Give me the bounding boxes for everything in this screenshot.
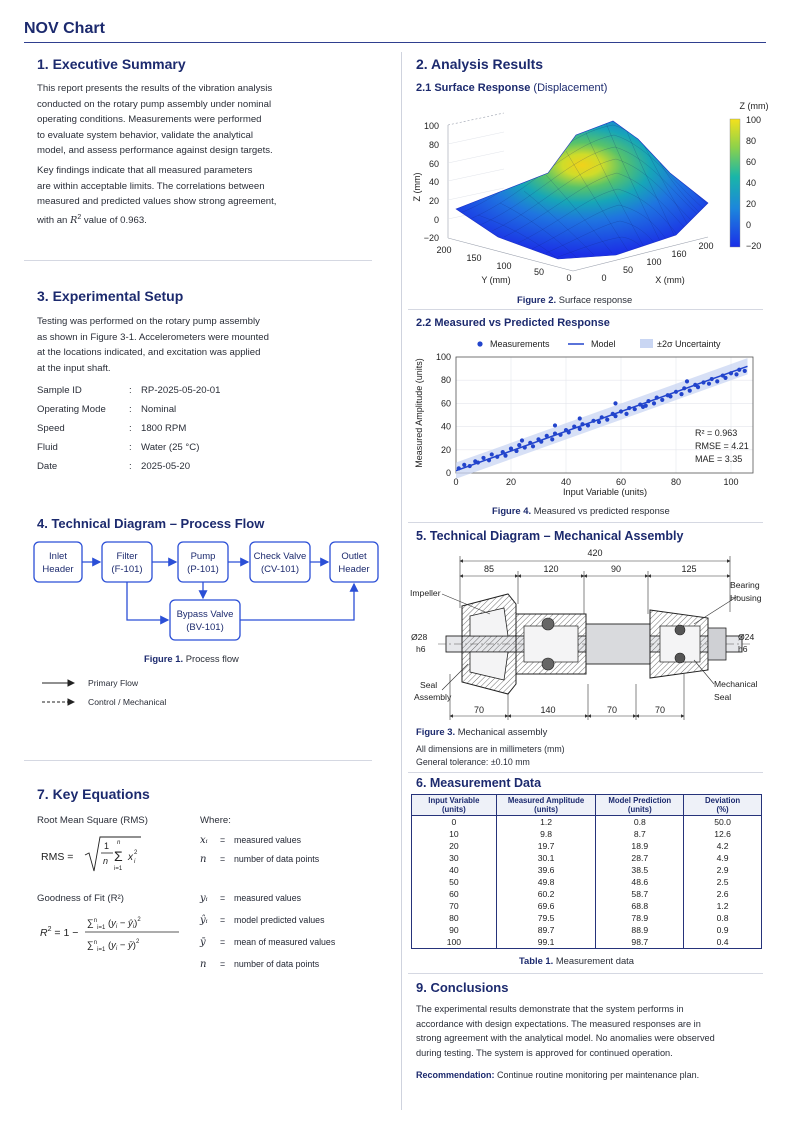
label-right-dia-1: Ø24	[738, 632, 755, 642]
svg-text:0: 0	[566, 273, 572, 283]
node-bypass-label-1: Bypass Valve	[176, 609, 234, 620]
node-check-label-1: Check Valve	[253, 551, 307, 562]
svg-text:i=1: i=1	[114, 866, 123, 872]
col-header: Deviation (%)	[684, 795, 762, 816]
node-check-label-2: (CV-101)	[260, 564, 300, 575]
data-point	[539, 440, 543, 444]
z-axis-label: Z (mm)	[412, 172, 422, 202]
data-point	[550, 437, 554, 441]
rms-equation	[37, 833, 157, 877]
data-point	[514, 449, 518, 453]
data-point	[605, 418, 609, 422]
data-point	[655, 396, 659, 400]
section-1-heading: 1. Executive Summary	[37, 56, 186, 72]
y-tick-label: 100	[435, 352, 451, 362]
data-point	[468, 464, 472, 468]
section-3-heading: 3. Experimental Setup	[37, 288, 184, 304]
table-row: 0 1.2 0.8 50.0	[412, 816, 762, 829]
measurement-table	[411, 794, 762, 949]
section-2-heading: 2. Analysis Results	[416, 56, 544, 72]
data-point	[578, 427, 582, 431]
dim-bottom-d: 70	[654, 705, 666, 715]
data-point	[523, 445, 527, 449]
data-point	[517, 443, 521, 447]
svg-text:n: n	[117, 840, 121, 846]
dim-bottom-b: 140	[540, 705, 556, 715]
data-point	[487, 458, 491, 462]
col-header: Measured Amplitude (units)	[496, 795, 596, 816]
svg-text:80: 80	[746, 136, 757, 146]
table-row: 80 79.5 78.9 0.8	[412, 912, 762, 924]
data-point	[591, 419, 595, 423]
data-point	[715, 379, 719, 383]
column-divider	[401, 52, 402, 1110]
section-6-heading: 6. Measurement Data	[416, 776, 542, 790]
table-row: 60 60.2 58.7 2.6	[412, 888, 762, 900]
data-point	[644, 404, 648, 408]
svg-text:100: 100	[423, 121, 439, 131]
data-point	[597, 420, 601, 424]
data-point	[619, 409, 623, 413]
svg-text:50: 50	[622, 265, 634, 275]
data-point	[627, 406, 631, 410]
figure-1-caption: Figure 1. Process flow	[144, 653, 239, 664]
chart-stats	[695, 428, 749, 464]
chart-legend	[477, 339, 721, 349]
node-pump-label-2: (P-101)	[187, 564, 219, 575]
svg-text:100: 100	[496, 261, 512, 271]
col-header: Model Prediction (units)	[596, 795, 684, 816]
dim-bottom-a: 70	[473, 705, 485, 715]
svg-text:RMS =: RMS =	[41, 851, 74, 863]
data-point	[710, 377, 714, 381]
section-4-heading: 4. Technical Diagram – Process Flow	[37, 516, 265, 531]
data-point	[743, 369, 747, 373]
section-rule	[408, 309, 763, 310]
x-tick-label: 100	[723, 477, 739, 487]
definition-row: n = number of data points	[200, 959, 320, 970]
node-check-valve	[250, 542, 310, 582]
node-pump-label-1: Pump	[190, 551, 216, 562]
svg-text:150: 150	[466, 253, 482, 263]
data-point	[572, 425, 576, 429]
section-9-heading: 9. Conclusions	[416, 980, 509, 995]
data-point	[553, 431, 557, 435]
dim-top-d: 125	[681, 564, 697, 574]
y-tick-label: 80	[440, 375, 451, 386]
svg-text:0: 0	[433, 215, 439, 225]
node-filter-label-2: (F-101)	[111, 564, 143, 575]
data-point	[668, 394, 672, 398]
svg-text:200: 200	[436, 245, 452, 255]
drawing-notes: All dimensions are in millimeters (mm) General tolerance: ±0.10 mm	[416, 744, 565, 767]
subsection-2-2-heading: 2.2 Measured vs Predicted Response	[416, 317, 610, 329]
data-point	[490, 452, 494, 456]
table-row: 100 99.1 98.7 0.4	[412, 936, 762, 949]
data-point	[701, 380, 705, 384]
data-point	[737, 368, 741, 372]
y-axis-label: Y (mm)	[481, 275, 511, 285]
node-outlet-label-1: Outlet	[341, 551, 367, 562]
label-right-dia-2: h6	[738, 644, 748, 654]
colorbar-label: Z (mm)	[739, 101, 769, 111]
x-tick-label: 80	[670, 477, 682, 487]
label-seal-1: Seal	[420, 680, 438, 690]
x-tick-label: 20	[505, 477, 517, 487]
figure-2-caption: Figure 2. Surface response	[517, 294, 633, 305]
svg-text:i: i	[134, 859, 136, 865]
measurement-table-wrap	[411, 794, 762, 949]
data-point	[600, 415, 604, 419]
y-tick-label: 0	[445, 468, 451, 478]
y-tick-label: 20	[440, 444, 451, 455]
svg-text:50: 50	[533, 267, 545, 277]
table-row: 40 39.6 38.5 2.9	[412, 864, 762, 876]
svg-text:−20: −20	[423, 233, 439, 243]
data-point	[553, 423, 557, 427]
data-point	[520, 438, 524, 442]
legend-model: Model	[591, 339, 616, 349]
node-inlet-label-2: Header	[42, 564, 74, 575]
where-label: Where:	[200, 815, 231, 826]
label-bearing-1: Bearing	[730, 580, 760, 590]
section-rule	[24, 760, 372, 761]
data-point	[457, 466, 461, 470]
svg-text:−20: −20	[746, 241, 762, 251]
node-bypass-label-2: (BV-101)	[186, 622, 224, 633]
legend-measurements: Measurements	[490, 339, 550, 349]
dim-top-a: 85	[483, 564, 495, 574]
data-point	[558, 433, 562, 437]
svg-text:40: 40	[428, 177, 439, 187]
data-point	[545, 434, 549, 438]
rms-title: Root Mean Square (RMS)	[37, 815, 148, 826]
data-point	[682, 386, 686, 390]
data-point	[503, 454, 507, 458]
x-tick-label: 0	[453, 477, 459, 487]
process-flow-legend	[40, 676, 240, 710]
x-tick-label: 40	[560, 477, 572, 487]
stat-r2: R² = 0.963	[695, 428, 738, 438]
data-point	[613, 414, 617, 418]
y-tick-label: 60	[440, 398, 451, 409]
svg-text:60: 60	[746, 157, 757, 167]
svg-text:2: 2	[134, 850, 138, 856]
data-point	[688, 389, 692, 393]
section-rule	[408, 973, 763, 974]
param-row: Sample ID : RP-2025-05-20-01	[37, 385, 221, 396]
svg-text:0: 0	[746, 220, 752, 230]
label-mech-seal-1: Mechanical	[714, 679, 758, 689]
process-flow-diagram	[24, 536, 384, 648]
table-row: 10 9.8 8.7 12.6	[412, 828, 762, 840]
chart-y-label: Measured Amplitude (units)	[414, 358, 424, 468]
legend-primary-flow: Primary Flow	[88, 678, 139, 688]
data-point	[476, 460, 480, 464]
definition-row: ȳ = mean of measured values	[200, 937, 336, 948]
stat-mae: MAE = 3.35	[695, 454, 743, 464]
col-header: Input Variable (units)	[412, 795, 497, 816]
gof-title: Goodness of Fit (R²)	[37, 893, 124, 904]
svg-text:80: 80	[428, 140, 439, 150]
label-seal-2: Assembly	[414, 692, 452, 702]
recommendation: Recommendation: Continue routine monitoring per maintenance plan.	[416, 1070, 700, 1080]
y-tick-label: 40	[440, 421, 451, 432]
figure-4-caption: Figure 4. Measured vs predicted response	[492, 505, 670, 516]
colorbar-ticks	[746, 115, 761, 251]
data-point	[707, 382, 711, 386]
stat-rmse: RMSE = 4.21	[695, 441, 749, 451]
section-rule	[408, 522, 763, 523]
surface-response-plot	[408, 95, 783, 287]
node-inlet	[34, 542, 82, 582]
measured-vs-predicted-chart	[408, 333, 778, 503]
executive-summary-p1: This report presents the results of the vibration analysis conducted on the rotary pump assembly under nominal operating conditions. Measurements were performed to evaluate system behavior, validate the analytical model, and assess performance against design targets.	[37, 83, 273, 156]
svg-text:200: 200	[698, 241, 714, 251]
svg-text:20: 20	[428, 196, 439, 206]
document-title: NOV Chart	[24, 20, 105, 37]
definition-row: yᵢ = measured values	[200, 893, 301, 904]
node-filter-label-1: Filter	[116, 551, 138, 562]
svg-text:100: 100	[646, 257, 662, 267]
svg-text:x: x	[128, 852, 133, 863]
table-row: 50 49.8 48.6 2.5	[412, 876, 762, 888]
table-row: 30 30.1 28.7 4.9	[412, 852, 762, 864]
data-point	[613, 401, 617, 405]
x-axis-label: X (mm)	[655, 275, 685, 285]
data-point	[696, 385, 700, 389]
data-point	[646, 399, 650, 403]
legend-marker-measurements	[477, 341, 482, 346]
data-point	[567, 430, 571, 434]
x-tick-label: 60	[615, 477, 627, 487]
table-row: 20 19.7 18.9 4.2	[412, 840, 762, 852]
section-rule	[24, 260, 372, 261]
dim-overall: 420	[587, 548, 603, 558]
z-axis-ticks	[424, 121, 439, 243]
label-left-dia-2: h6	[416, 644, 426, 654]
data-point	[660, 398, 664, 402]
svg-text:Σ: Σ	[114, 848, 123, 864]
data-point	[624, 412, 628, 416]
data-point	[633, 407, 637, 411]
data-point	[580, 422, 584, 426]
param-row: Date : 2025-05-20	[37, 461, 191, 472]
x-axis-zero-tick: 0	[601, 273, 607, 283]
data-point	[652, 401, 656, 405]
svg-text:40: 40	[746, 178, 757, 188]
title-rule	[24, 42, 766, 43]
data-point	[734, 372, 738, 376]
node-bypass-valve	[170, 600, 240, 640]
data-point	[462, 463, 466, 467]
dim-bottom-c: 70	[606, 705, 618, 715]
legend-control: Control / Mechanical	[88, 697, 167, 707]
svg-text:R2 = 1 −: $R^2 = 1$ −	[40, 926, 79, 939]
node-outlet-label-2: Header	[338, 564, 370, 575]
executive-summary-p2: Key findings indicate that all measured parameters are within acceptable limits. The correlations between measured and predicted values show strong agreement, with an $R^2$ value of 0.963.	[37, 165, 277, 226]
experimental-setup-text: Testing was performed on the rotary pump assembly as shown in Figure 3-1. Accelerometers were mounted at the locations indicated, and excitation was applied at the input shaft.	[37, 316, 269, 374]
data-point	[723, 376, 727, 380]
param-row: Fluid : Water (25 °C)	[37, 442, 200, 453]
param-row: Speed : 1800 RPM	[37, 423, 187, 434]
svg-text:60: 60	[428, 159, 439, 169]
data-point	[531, 444, 535, 448]
section-5-heading: 5. Technical Diagram – Mechanical Assembly	[416, 529, 684, 543]
svg-text:1: 1	[104, 841, 110, 851]
legend-uncertainty: ±2σ Uncertainty	[657, 339, 721, 349]
table-1-caption: Table 1. Measurement data	[519, 955, 634, 966]
legend-marker-uncertainty	[640, 339, 653, 348]
r-squared-equation	[37, 910, 187, 956]
data-point	[586, 423, 590, 427]
svg-text:20: 20	[746, 199, 757, 209]
data-point	[528, 441, 532, 445]
data-point	[674, 390, 678, 394]
node-inlet-label-1: Inlet	[49, 551, 67, 562]
rms-definitions	[200, 835, 390, 873]
setup-parameters	[37, 385, 377, 480]
dim-top-c: 90	[610, 564, 622, 574]
node-pump	[178, 542, 228, 582]
data-point	[501, 450, 505, 454]
label-impeller: Impeller	[410, 588, 441, 598]
figure-3-caption: Figure 3. Mechanical assembly	[416, 726, 548, 737]
svg-text:∑ni=1 (yi − ȳ)2: ∑$^n_{i=1}$ ($y_i$ − ȳ)$^2$	[87, 939, 140, 953]
data-point	[495, 455, 499, 459]
section-rule	[408, 772, 763, 773]
svg-text:100: 100	[746, 115, 762, 125]
subsection-2-1-heading: 2.1 Surface Response (Displacement)	[416, 82, 608, 94]
data-point	[729, 371, 733, 375]
colorbar	[730, 119, 740, 247]
data-point	[578, 416, 582, 420]
svg-text:160: 160	[671, 249, 687, 259]
gof-definitions	[200, 893, 390, 981]
node-filter	[102, 542, 152, 582]
chart-x-label: Input Variable (units)	[562, 487, 648, 497]
data-point	[481, 456, 485, 460]
mechanical-assembly-drawing	[408, 544, 784, 720]
label-mech-seal-2: Seal	[714, 692, 732, 702]
svg-text:∑ni=1 (yi − ŷi)2: ∑$^n_{i=1}$ ($y_i$ − $ŷ_i)^2$	[87, 917, 141, 931]
table-row: 90 89.7 88.9 0.9	[412, 924, 762, 936]
label-bearing-2: Housing	[730, 593, 762, 603]
param-row: Operating Mode : Nominal	[37, 404, 177, 415]
data-point	[509, 447, 513, 451]
conclusions-text: The experimental results demonstrate that the system performs in accordance with design expectations. The measured responses are in strong agreement with the analytical model. No anomalies were observed during testing. The system is approved for continued operation.	[416, 1004, 715, 1058]
data-point	[679, 392, 683, 396]
dim-top-b: 120	[543, 564, 559, 574]
definition-row: n = number of data points	[200, 854, 320, 865]
node-outlet	[330, 542, 378, 582]
section-7-heading: 7. Key Equations	[37, 786, 150, 802]
definition-row: ŷᵢ = model predicted values	[200, 915, 325, 926]
label-left-dia-1: Ø28	[411, 632, 428, 642]
data-point	[685, 379, 689, 383]
svg-text:n: n	[103, 856, 109, 866]
table-row: 70 69.6 68.8 1.2	[412, 900, 762, 912]
definition-row: xᵢ = measured values	[200, 835, 301, 846]
